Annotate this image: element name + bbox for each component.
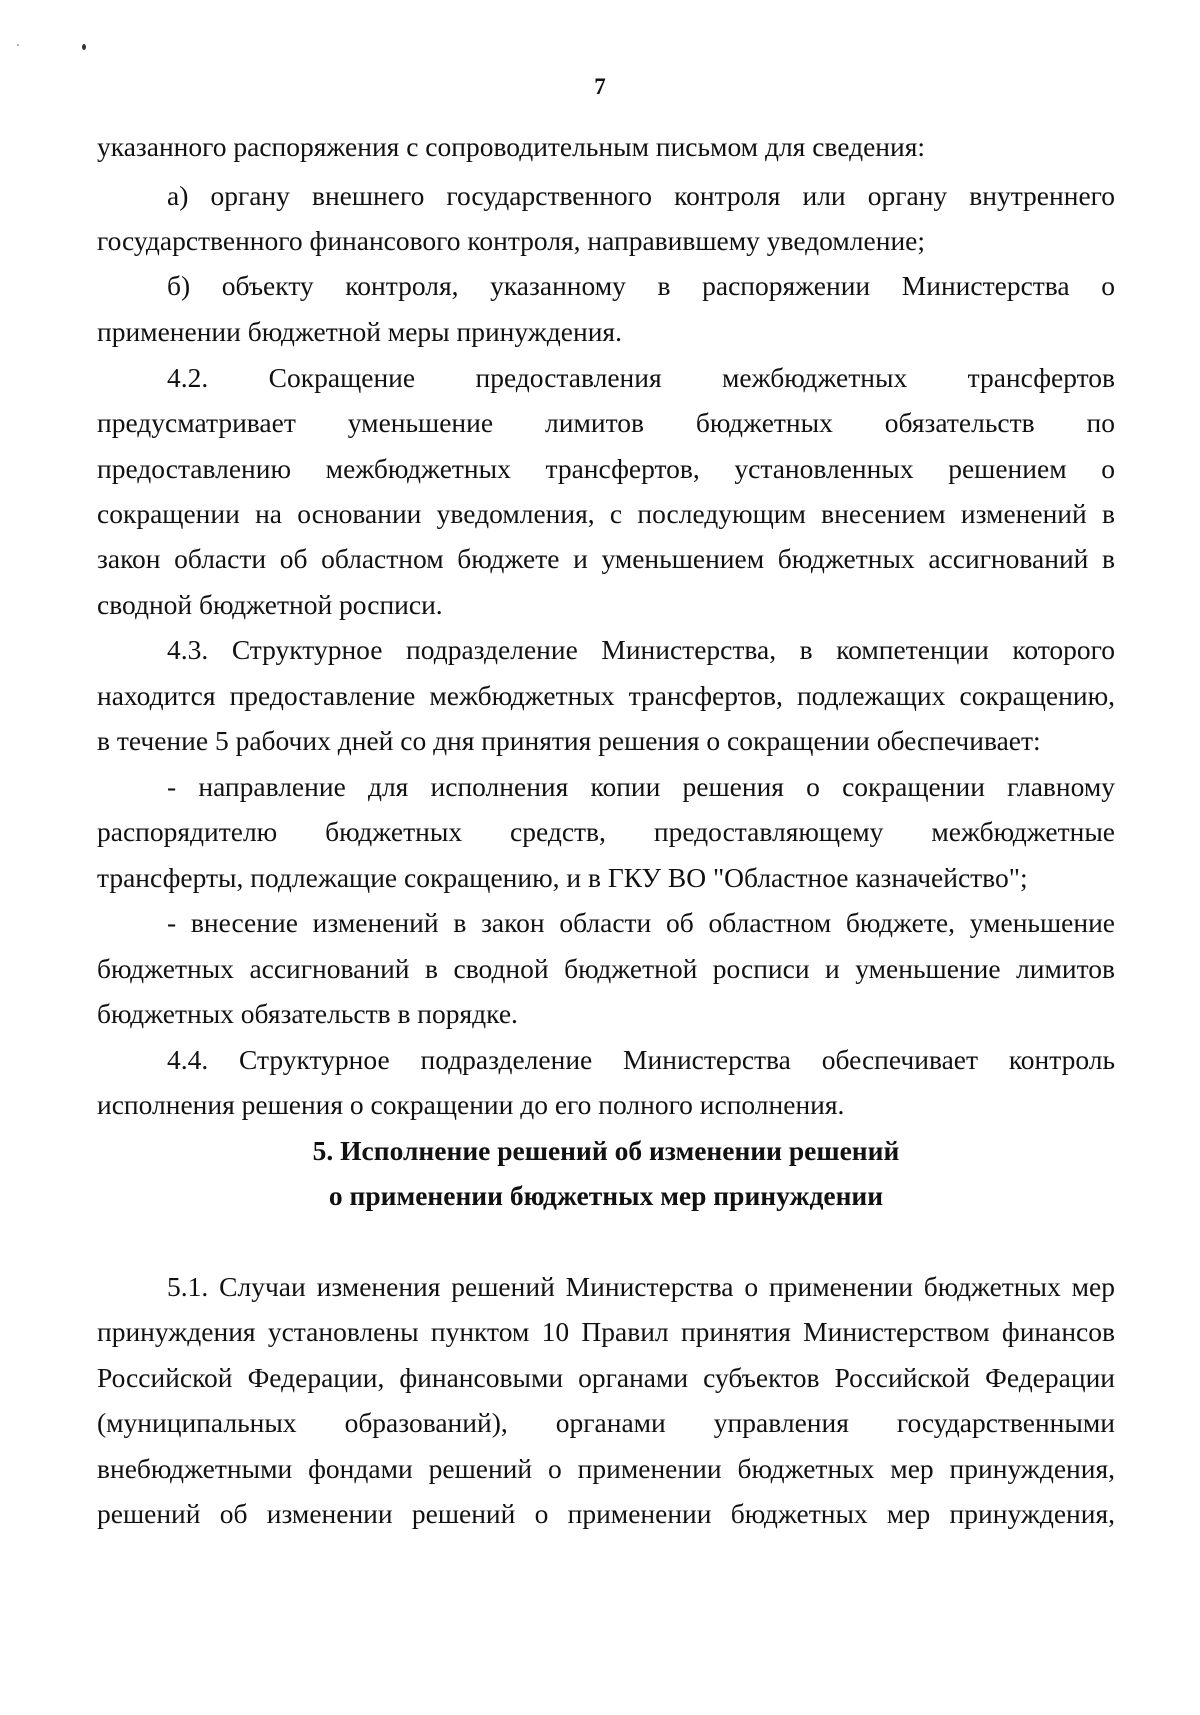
text-line: - внесение изменений в закон области об областном бюджете, уменьшение xyxy=(167,907,1115,938)
text-line: бюджетных обязательств в порядке. xyxy=(97,998,518,1029)
page-number: 7 xyxy=(594,74,606,99)
text-line: исполнения решения о сокращении до его полного исполнения. xyxy=(97,1089,845,1120)
text-line: - направление для исполнения копии решения о сокращении главному xyxy=(167,771,1115,802)
text-line: сокращении на основании уведомления, с последующим внесением изменений в xyxy=(97,498,1115,529)
section-heading: 5. Исполнение решений об изменении решений xyxy=(312,1135,900,1166)
text-line: решений об изменении решений о применении бюджетных мер принуждения, xyxy=(97,1498,1115,1529)
text-line: внебюджетными фондами решений о применении бюджетных мер принуждения, xyxy=(97,1453,1115,1484)
text-line: 4.3. Структурное подразделение Министерства, в компетенции которого xyxy=(167,634,1115,665)
text-line: находится предоставление межбюджетных трансфертов, подлежащих сокращению, xyxy=(97,680,1115,711)
text-line: 4.4. Структурное подразделение Министерства обеспечивает контроль xyxy=(167,1044,1115,1075)
text-line: 5.1. Случаи изменения решений Министерства о применении бюджетных мер xyxy=(167,1271,1115,1302)
text-line: закон области об областном бюджете и уменьшением бюджетных ассигнований в xyxy=(97,543,1115,574)
scan-speck xyxy=(17,44,19,46)
text-line: (муниципальных образований), органами управления государственными xyxy=(97,1407,1115,1438)
text-line: применении бюджетной меры принуждения. xyxy=(97,316,622,347)
text-line: предусматривает уменьшение лимитов бюджетных обязательств по xyxy=(97,407,1115,438)
text-line: принуждения установлены пунктом 10 Правил принятия Министерством финансов xyxy=(97,1316,1115,1347)
text-line: Российской Федерации, финансовыми органами субъектов Российской Федерации xyxy=(97,1362,1115,1393)
section-heading: о применении бюджетных мер принуждении xyxy=(328,1180,884,1211)
text-line: в течение 5 рабочих дней со дня принятия решения о сокращении обеспечивает: xyxy=(97,725,1041,756)
text-line: 4.2. Сокращение предоставления межбюджетных трансфертов xyxy=(167,362,1115,393)
text-line: предоставлению межбюджетных трансфертов, установленных решением о xyxy=(97,453,1115,484)
text-line: распорядителю бюджетных средств, предоставляющему межбюджетные xyxy=(97,816,1115,847)
scan-speck xyxy=(82,44,86,50)
text-line: указанного распоряжения с сопроводительным письмом для сведения: xyxy=(97,131,925,162)
text-line: сводной бюджетной росписи. xyxy=(97,589,443,620)
text-line: б) объекту контроля, указанному в распоряжении Министерства о xyxy=(167,270,1115,301)
text-line: бюджетных ассигнований в сводной бюджетной росписи и уменьшение лимитов xyxy=(97,953,1115,984)
text-line: а) органу внешнего государственного контроля или органу внутреннего xyxy=(167,180,1115,211)
text-line: государственного финансового контроля, направившему уведомление; xyxy=(97,225,926,256)
text-line: трансферты, подлежащие сокращению, и в ГКУ ВО "Областное казначейство"; xyxy=(97,862,1028,893)
